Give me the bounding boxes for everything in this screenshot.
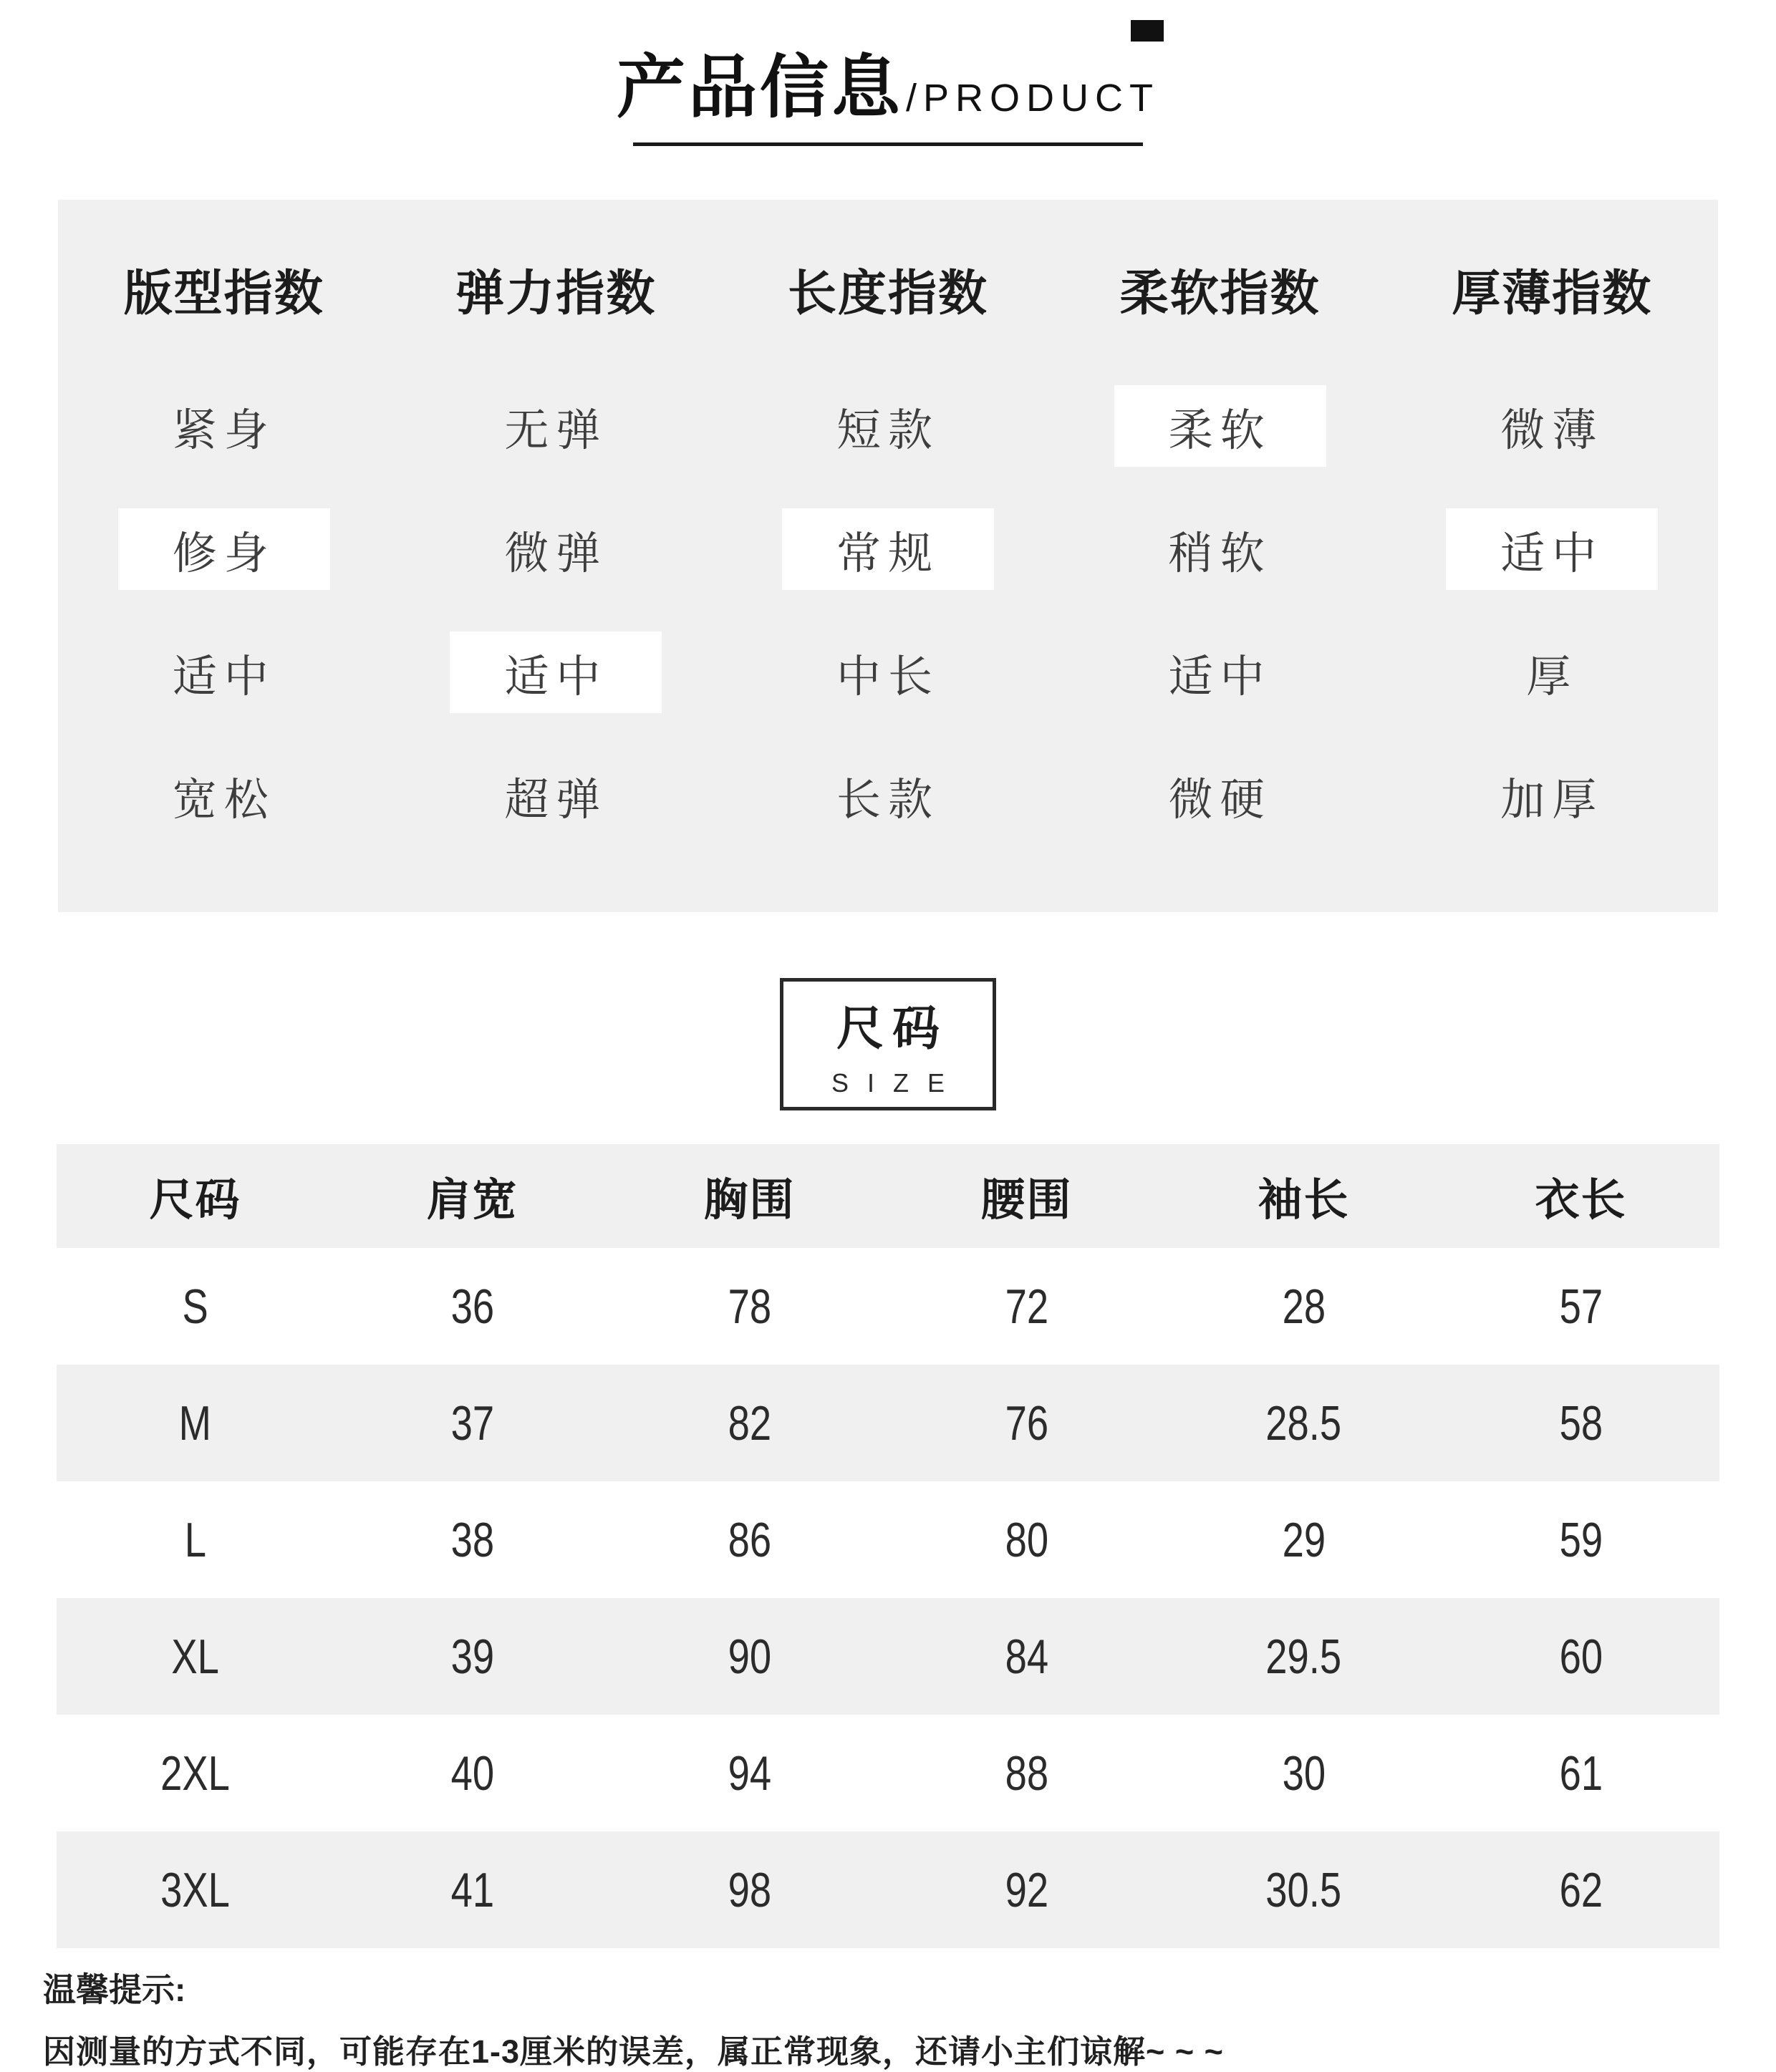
index-column-elasticity [390,214,723,912]
notes-title: 温馨提示: [43,1971,186,2008]
size-table-cell: 61 [1559,1746,1603,1801]
size-badge-en: SIZE [831,1068,963,1098]
index-column-header: 厚薄指数 [1452,266,1653,321]
index-option: 超弹 [504,775,608,825]
size-table-cell: 2XL [160,1746,230,1801]
size-table-cell: 3XL [160,1862,230,1917]
size-table-cell: M [178,1395,212,1451]
title-square-decoration [1131,20,1164,42]
product-index-panel [58,200,1718,912]
index-option: 微硬 [1168,775,1272,825]
size-table-cell: 76 [1005,1395,1048,1451]
size-table-cell: 28.5 [1265,1395,1342,1451]
index-option: 厚 [1526,652,1578,702]
size-table-row-S [57,1248,1719,1365]
index-option: 长款 [836,775,940,825]
size-table-cell: 40 [450,1746,494,1801]
index-option-selected: 适中 [450,631,662,713]
index-option: 短款 [836,405,940,455]
size-table-cell: 92 [1005,1862,1048,1917]
index-option-selected: 适中 [1446,508,1658,590]
size-table-cell: 29.5 [1265,1629,1342,1684]
size-table-cell: 90 [728,1629,771,1684]
size-table-cell: 39 [450,1629,494,1684]
size-table-cell: 84 [1005,1629,1048,1684]
size-table-cell: 30 [1282,1746,1326,1801]
index-column-length [722,214,1054,912]
page-title-cn: 产品信息 [617,49,903,126]
size-table-header-cell: 衣长 [1535,1176,1627,1225]
size-table-header-cell: 尺码 [149,1176,241,1225]
size-table-cell: 82 [728,1395,771,1451]
index-option: 无弹 [504,405,608,455]
index-option: 宽松 [172,775,276,825]
size-table-row-3XL [57,1831,1719,1948]
index-option-selected: 修身 [118,508,330,590]
size-table-cell: 72 [1005,1279,1048,1334]
notes [43,1964,1776,2072]
page-header [0,0,1776,146]
index-column-header: 版型指数 [123,266,324,321]
size-table-cell: 29 [1282,1512,1326,1567]
index-option: 中长 [836,652,940,702]
size-table-header-row [57,1144,1719,1248]
index-option: 微弹 [504,528,608,578]
size-table-cell: 36 [450,1279,494,1334]
size-table-header-cell: 袖长 [1258,1176,1350,1225]
size-table-cell: 78 [728,1279,771,1334]
index-option-selected: 柔软 [1114,385,1326,467]
index-column-header: 弹力指数 [455,266,657,321]
size-table-cell: 57 [1559,1279,1603,1334]
size-table-row-XL [57,1598,1719,1715]
size-table-cell: S [182,1279,208,1334]
index-option: 紧身 [172,405,276,455]
size-table-cell: 41 [450,1862,494,1917]
size-badge [780,978,996,1110]
index-column-thickness [1386,214,1718,912]
size-table-cell: 37 [450,1395,494,1451]
size-table-cell: 38 [450,1512,494,1567]
index-column-fit [58,214,390,912]
size-table-cell: 60 [1559,1629,1603,1684]
size-table-cell: 98 [728,1862,771,1917]
size-table-cell: 94 [728,1746,771,1801]
page-title-en: /PRODUCT [906,77,1159,120]
size-table-header-cell: 肩宽 [426,1176,518,1225]
size-table-cell: 59 [1559,1512,1603,1567]
size-table-cell: 58 [1559,1395,1603,1451]
size-table-header-cell: 胸围 [703,1176,796,1225]
size-table-cell: 88 [1005,1746,1048,1801]
index-option: 适中 [1168,652,1272,702]
size-table-cell: 30.5 [1265,1862,1342,1917]
size-table-cell: L [184,1512,206,1567]
size-table-row-L [57,1481,1719,1598]
index-option: 稍软 [1168,528,1272,578]
size-table [57,1144,1719,1948]
size-badge-cn: 尺码 [836,1002,948,1055]
size-table-cell: 86 [728,1512,771,1567]
page-title [617,33,1159,131]
index-option: 微薄 [1500,405,1604,455]
index-option: 加厚 [1500,775,1604,825]
title-underline [633,142,1143,146]
index-column-softness [1054,214,1386,912]
size-table-row-M [57,1365,1719,1481]
size-table-cell: 28 [1282,1279,1326,1334]
size-table-header-cell: 腰围 [980,1176,1073,1225]
size-table-row-2XL [57,1715,1719,1831]
index-column-header: 柔软指数 [1119,266,1321,321]
index-column-header: 长度指数 [787,266,988,321]
size-table-cell: XL [171,1629,219,1684]
size-table-cell: 62 [1559,1862,1603,1917]
index-option-selected: 常规 [782,508,994,590]
size-table-cell: 80 [1005,1512,1048,1567]
notes-body: 因测量的方式不同，可能存在1-3厘米的误差，属正常现象，还请小主们谅解~ ~ ~ [43,2033,1224,2070]
index-option: 适中 [172,652,276,702]
